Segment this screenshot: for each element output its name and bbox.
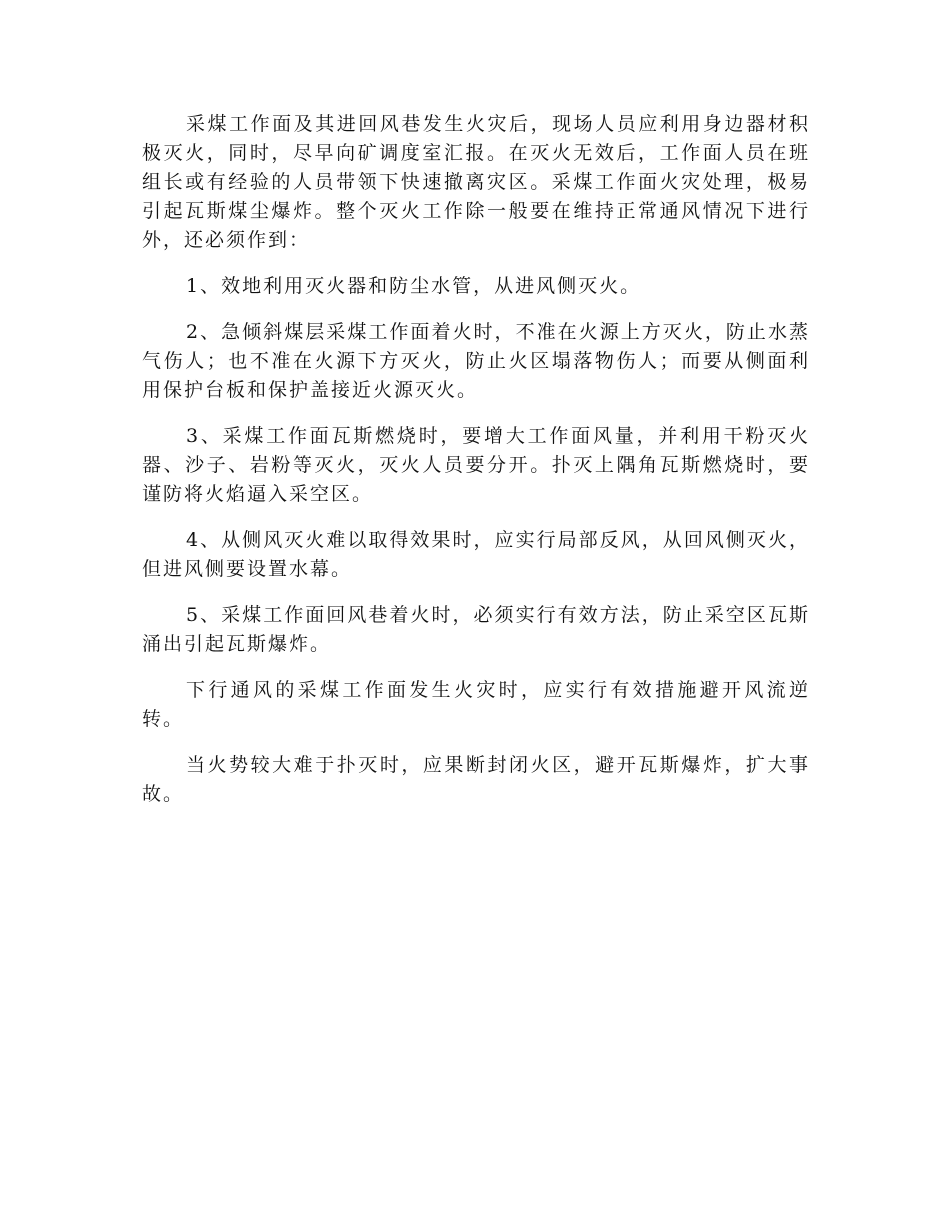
paragraph-seal-fire-zone: 当火势较大难于扑灭时，应果断封闭火区，避开瓦斯爆炸，扩大事故。 [142, 754, 810, 805]
document-body [142, 110, 810, 826]
paragraph-intro: 采煤工作面及其进回风巷发生火灾后，现场人员应利用身边器材积极灭火，同时，尽早向矿调度室汇报。在灭火无效后，工作面人员在班组长或有经验的人员带领下快速撤离灾区。采煤工作面火灾处理，极易引起瓦斯煤尘爆炸。整个灭火工作除一般要在维持正常通风情况下进行外，还必须作到： [142, 113, 810, 251]
paragraph-item-1: 1、效地利用灭火器和防尘水管，从进风侧灭火。 [186, 275, 642, 297]
paragraph-item-2: 2、急倾斜煤层采煤工作面着火时，不准在火源上方灭火，防止水蒸气伤人；也不准在火源下方灭火，防止火区塌落物伤人；而要从侧面利用保护台板和保护盖接近火源灭火。 [142, 321, 810, 401]
paragraph-downward-ventilation: 下行通风的采煤工作面发生火灾时，应实行有效措施避开风流逆转。 [142, 679, 810, 730]
paragraph-item-5: 5、采煤工作面回风巷着火时，必须实行有效方法，防止采空区瓦斯涌出引起瓦斯爆炸。 [142, 604, 810, 655]
paragraph-item-3: 3、采煤工作面瓦斯燃烧时，要增大工作面风量，并利用干粉灭火器、沙子、岩粉等灭火，灭火人员要分开。扑灭上隅角瓦斯燃烧时，要谨防将火焰逼入采空区。 [142, 425, 810, 505]
paragraph-item-4: 4、从侧风灭火难以取得效果时，应实行局部反风，从回风侧灭火，但进风侧要设置水幕。 [142, 529, 810, 580]
